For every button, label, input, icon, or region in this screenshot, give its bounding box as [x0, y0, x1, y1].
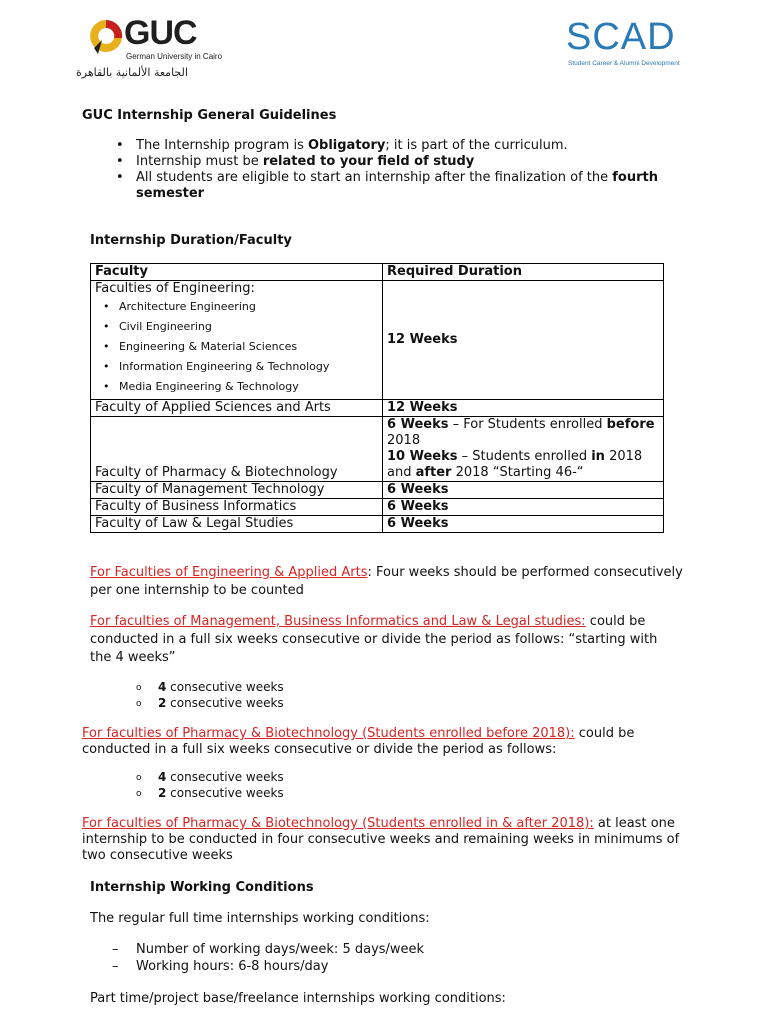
note-line: per one internship to be counted	[90, 583, 304, 598]
duration-text: – Students enrolled	[457, 449, 592, 464]
guideline-text: ; it is part of the curriculum.	[385, 138, 568, 153]
duration-cell: 12 Weeks	[383, 400, 664, 417]
guideline-item	[136, 154, 474, 170]
faculty-cell: Faculty of Management Technology	[91, 482, 383, 499]
note-line: two consecutive weeks	[82, 848, 233, 863]
bullet-icon: •	[116, 170, 124, 185]
conditions-heading: Internship Working Conditions	[90, 880, 314, 895]
guc-emblem-icon	[88, 18, 124, 58]
note-line	[90, 613, 657, 631]
duration-text: – For Students enrolled	[448, 417, 607, 432]
split-number: 4	[158, 680, 167, 694]
square-bullet-icon: o	[136, 699, 142, 709]
note-text: could be	[585, 614, 646, 629]
engineering-cell	[91, 281, 383, 400]
note-line	[90, 564, 683, 582]
pharmacy-duration-line	[387, 465, 659, 481]
note-link[interactable]: For faculties of Management, Business Informatics and Law & Legal studies:	[90, 614, 586, 629]
note-pharmacy-before	[82, 726, 634, 758]
bullet-icon: •	[116, 154, 124, 169]
parttime-intro: Part time/project base/freelance internships working conditions:	[90, 991, 506, 1006]
guideline-text: Internship must be	[136, 154, 263, 169]
condition-item: Working hours: 6-8 hours/day	[136, 959, 329, 974]
duration-bold: in	[591, 449, 605, 464]
dash-bullet-icon: –	[112, 959, 119, 974]
guc-logo	[76, 14, 238, 84]
note-text: : Four weeks should be performed consecutively	[367, 565, 683, 580]
duration-bold: 6 Weeks	[387, 417, 449, 432]
pharmacy-duration-line	[387, 449, 659, 465]
duration-heading: Internship Duration/Faculty	[90, 233, 292, 248]
fulltime-intro: The regular full time internships working conditions:	[90, 911, 430, 926]
split-text: consecutive weeks	[166, 696, 284, 710]
duration-cell: 6 Weeks	[383, 482, 664, 499]
pharmacy-duration-cell	[383, 417, 664, 482]
split-text: consecutive weeks	[166, 786, 284, 800]
note-line: conducted in a full six weeks consecutive or divide the period as follows: “starting with	[90, 632, 658, 647]
table-header-row	[91, 264, 664, 281]
dash-bullet-icon: –	[112, 942, 119, 957]
list-item: • Information Engineering & Technology	[95, 357, 378, 377]
duration-table	[90, 263, 664, 533]
duration-cell: 6 Weeks	[383, 516, 664, 533]
engineering-list	[95, 297, 378, 397]
note-line: the 4 weeks”	[90, 650, 176, 665]
guc-logo-arabic: الجامعة الألمانية بالقاهرة	[76, 66, 188, 79]
square-bullet-icon: o	[136, 683, 142, 693]
list-item: • Architecture Engineering	[95, 297, 378, 317]
scad-logo-text: SCAD	[566, 16, 676, 58]
table-header-faculty: Faculty	[91, 264, 383, 281]
note-link[interactable]: For faculties of Pharmacy & Biotechnology (Students enrolled in & after 2018):	[82, 816, 594, 831]
square-bullet-icon: o	[136, 773, 142, 783]
note-link[interactable]: For Faculties of Engineering & Applied Arts	[90, 565, 368, 580]
faculty-cell: Faculty of Applied Sciences and Arts	[91, 400, 383, 417]
engineering-title: Faculties of Engineering:	[95, 281, 255, 296]
table-row	[91, 281, 664, 400]
guc-logo-text: GUC	[124, 14, 197, 52]
list-item: • Engineering & Material Sciences	[95, 337, 378, 357]
note-management	[90, 613, 657, 667]
note-line	[82, 726, 634, 742]
note-line	[82, 816, 679, 832]
guideline-bold: fourth	[612, 170, 658, 185]
list-item: • Media Engineering & Technology	[95, 377, 378, 397]
split-text: consecutive weeks	[166, 770, 284, 784]
split-number: 2	[158, 786, 167, 800]
guideline-item	[136, 170, 658, 186]
pharmacy-duration-line	[387, 417, 659, 433]
duration-cell: 6 Weeks	[383, 499, 664, 516]
scad-logo-subtitle: Student Career & Alumni Development	[568, 60, 680, 67]
bullet-icon: •	[116, 138, 124, 153]
table-row	[91, 417, 664, 482]
scad-logo	[566, 16, 686, 72]
list-item: • Civil Engineering	[95, 317, 378, 337]
note-line: conducted in a full six weeks consecutive or divide the period as follows:	[82, 742, 557, 757]
faculty-cell: Faculty of Business Informatics	[91, 499, 383, 516]
note-pharmacy-after	[82, 816, 679, 864]
note-engineering	[90, 564, 683, 600]
split-text: consecutive weeks	[166, 680, 284, 694]
page-title: GUC Internship General Guidelines	[82, 108, 337, 123]
note-line: internship to be conducted in four consecutive weeks and remaining weeks in minimums of	[82, 832, 680, 847]
faculty-cell: Faculty of Law & Legal Studies	[91, 516, 383, 533]
duration-bold: before	[606, 417, 655, 432]
split-number: 2	[158, 696, 167, 710]
guc-logo-subtitle: German University in Cairo	[126, 52, 223, 61]
faculty-cell: Faculty of Pharmacy & Biotechnology	[91, 417, 383, 482]
split-item	[158, 696, 284, 710]
table-row	[91, 499, 664, 516]
split-item	[158, 786, 284, 800]
split-item	[158, 770, 284, 784]
engineering-duration: 12 Weeks	[383, 281, 664, 400]
table-row	[91, 516, 664, 533]
pharmacy-duration-line: 2018	[387, 433, 421, 448]
duration-text: 2018 “Starting 46-“	[451, 465, 584, 480]
guideline-bold: Obligatory	[307, 138, 386, 153]
table-header-duration: Required Duration	[383, 264, 664, 281]
note-text: could be	[574, 726, 635, 741]
guideline-item	[136, 138, 568, 154]
note-text: at least one	[593, 816, 675, 831]
guideline-bold: related to your field of study	[262, 154, 475, 169]
duration-bold: 10 Weeks	[387, 449, 458, 464]
table-row	[91, 482, 664, 499]
condition-item: Number of working days/week: 5 days/week	[136, 942, 425, 957]
duration-text: 2018	[604, 449, 643, 464]
split-number: 4	[158, 770, 167, 784]
guideline-text: All students are eligible to start an internship after the finalization of the	[136, 170, 613, 185]
guideline-continuation: semester	[136, 186, 205, 201]
duration-text: and	[387, 465, 416, 480]
table-row	[91, 400, 664, 417]
split-item	[158, 680, 284, 694]
note-link[interactable]: For faculties of Pharmacy & Biotechnology (Students enrolled before 2018):	[82, 726, 575, 741]
guideline-text: The Internship program is	[136, 138, 308, 153]
square-bullet-icon: o	[136, 789, 142, 799]
duration-bold: after	[415, 465, 452, 480]
